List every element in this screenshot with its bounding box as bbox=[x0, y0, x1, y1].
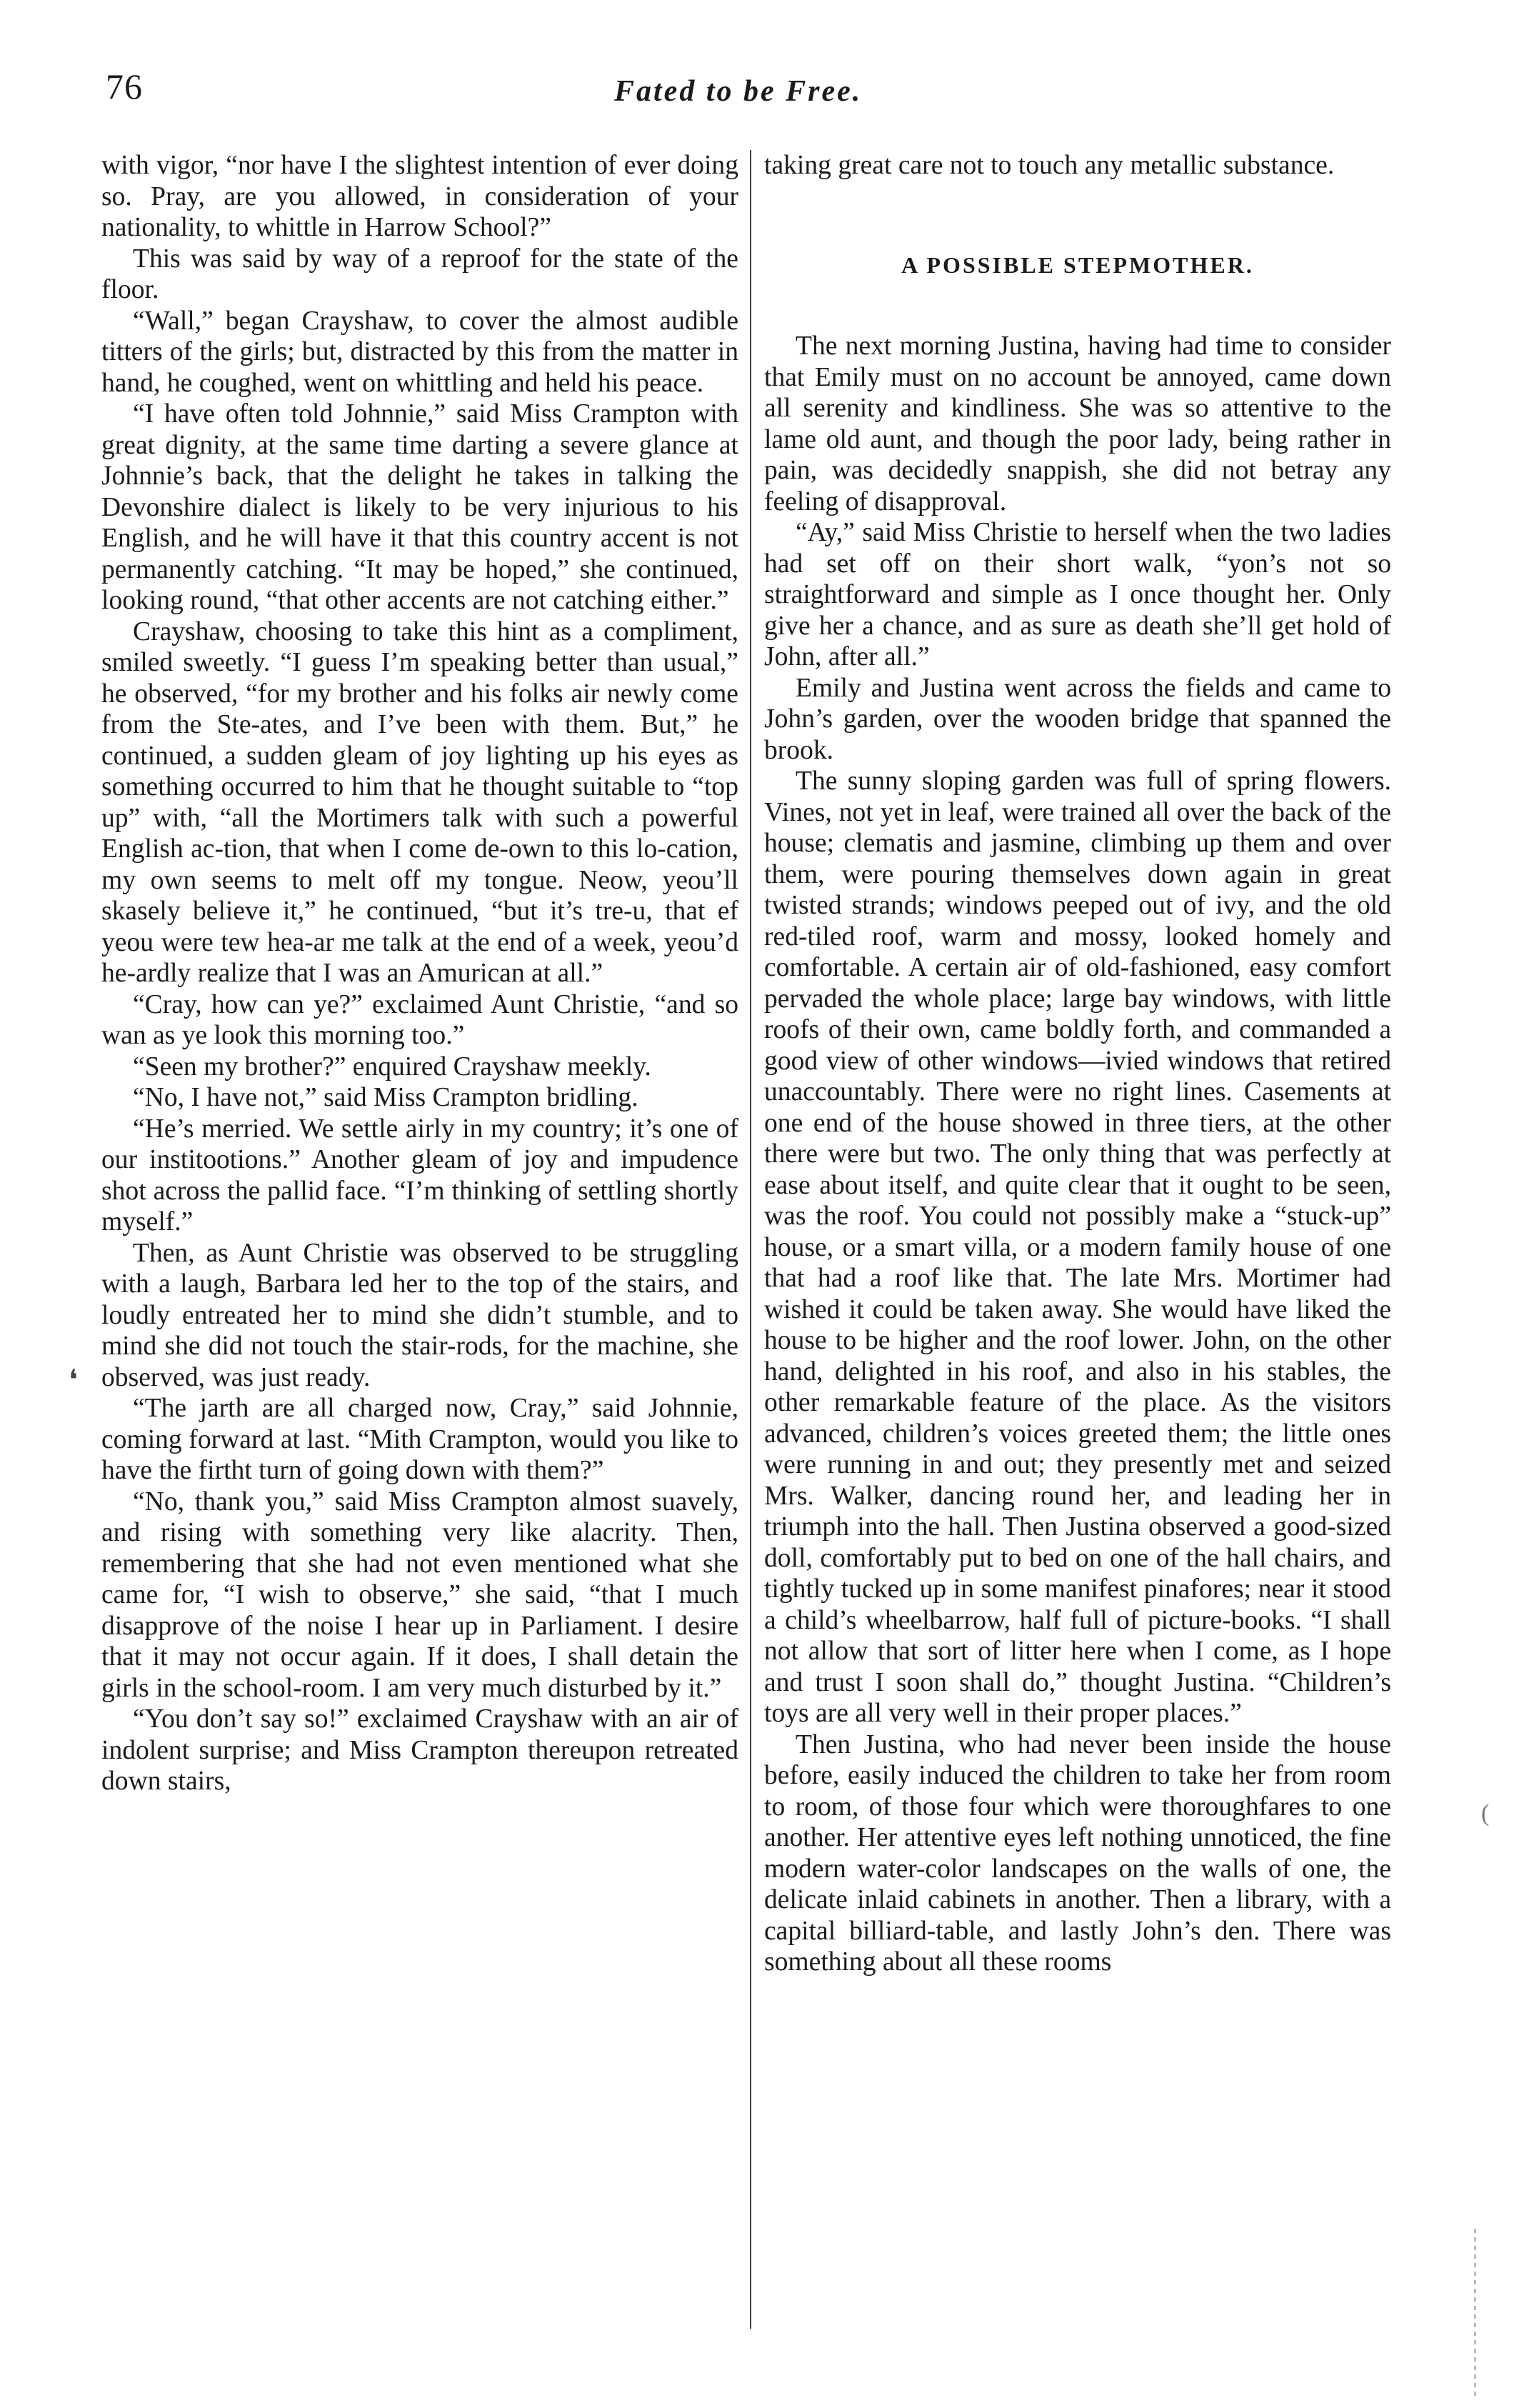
column-divider bbox=[750, 150, 751, 2329]
paragraph: This was said by way of a reproof for the state of the floor. bbox=[101, 244, 738, 304]
scan-edge-artifact bbox=[1474, 2229, 1476, 2400]
page-number: 76 bbox=[106, 66, 143, 106]
paragraph: “Wall,” began Crayshaw, to cover the almost audible titters of the girls; but, distracted by this from the matter in hand, he coughed, went on whittling and held his peace. bbox=[101, 306, 738, 398]
paragraph: “You don’t say so!” exclaimed Crayshaw with an air of indolent surprise; and Miss Crampton thereupon retreated down stairs, bbox=[101, 1704, 738, 1796]
running-head bbox=[0, 0, 1524, 143]
paragraph: “The jarth are all charged now, Cray,” said Johnnie, coming forward at last. “Mith Crampton, would you like to have the firtht turn of going down with them?” bbox=[101, 1394, 738, 1485]
paragraph: “I have often told Johnnie,” said Miss Crampton with great dignity, at the same time darting a severe glance at Johnnie’s back, that the delight he takes in talking the Devonshire dialect is likely to be very injurious to his English, and he will have it that this country accent is not permanently catching. “It may be hoped,” she continued, looking round, “that other accents are not catching either.” bbox=[101, 399, 738, 615]
paragraph: “Cray, how can ye?” exclaimed Aunt Christie, “and so wan as ye look this morning too.” bbox=[101, 989, 738, 1050]
margin-mark-left: ❛ bbox=[69, 1364, 78, 1396]
paragraph: Crayshaw, choosing to take this hint as a compliment, smiled sweetly. “I guess I’m speaking better than usual,” he observed, “for my brother and his folks air newly come from the Ste-ates, and I’ve been with them. But,” he continued, a sudden gleam of joy lighting up his eyes as something occurred to him that he thought suitable to “top up” with, “all the Mortimers talk with such a powerful English ac-tion, that when I come de-own to this lo-cation, my own seems to melt off my tongue. Neow, yeou’ll skasely believe it,” he continued, “but it’s tre-u, that ef yeou were tew hea-ar me talk at the end of a week, yeou’d he-ardly realize that I was an Amurican at all.” bbox=[101, 616, 738, 988]
section-heading: A POSSIBLE STEPMOTHER. bbox=[901, 251, 1254, 278]
continued-paragraph: taking great care not to touch any metallic substance. bbox=[764, 151, 1335, 180]
paragraph: with vigor, “nor have I the slightest intention of ever doing so. Pray, are you allowed, in consideration of your nationality, to whittle in Harrow School?” bbox=[101, 151, 738, 242]
paragraph: “He’s merried. We settle airly in my country; it’s one of our institootions.” Another gleam of joy and impudence shot across the pallid face. “I’m thinking of settling shortly myself.” bbox=[101, 1114, 738, 1237]
paragraph: Emily and Justina went across the fields and came to John’s garden, over the wooden bridge that spanned the brook. bbox=[764, 673, 1391, 765]
paragraph: Then, as Aunt Christie was observed to be struggling with a laugh, Barbara led her to the top of the stairs, and loudly entreated her to mind she didn’t stumble, and to mind she did not touch the stair-rods, for the machine, she observed, was just ready. bbox=[101, 1238, 738, 1392]
paragraph: “Ay,” said Miss Christie to herself when the two ladies had set off on their short walk, “yon’s not so straightforward and simple as I once thought her. Only give her a chance, and as sure as death she’ll get hold of John, after all.” bbox=[764, 518, 1391, 671]
paragraph: The sunny sloping garden was full of spring flowers. Vines, not yet in leaf, were trained all over the back of the house; clematis and jasmine, climbing up them and over them, were pouring themselves down again in great twisted strands; windows peeped out of ivy, and the old red-tiled roof, warm and mossy, looked homely and comfortable. A certain air of old-fashioned, easy comfort pervaded the whole place; large bay windows, with little roofs of their own, came boldly forth, and commanded a good view of other windows—ivied windows that retired unaccountably. There were no right lines. Casements at one end of the house showed in three tiers, at the other there were but two. The only thing that was perfectly at ease about itself, and quite clear that it ought to be seen, was the roof. You could not possibly make a “stuck-up” house, or a smart villa, or a modern family house of one that had a roof like that. The late Mrs. Mortimer had wished it could be taken away. She would have liked the house to be higher and the roof lower. John, on the other hand, delighted in his roof, and also in his stables, the other remarkable feature of the place. As the visitors advanced, children’s voices greeted them; the little ones were running in and out; they presently met and seized Mrs. Walker, dancing round her, and leading her in triumph into the hall. Then Justina observed a good-sized doll, comfortably put to bed on one of the hall chairs, and tightly tucked up in some manifest pinafores; near it stood a child’s wheelbarrow, half full of picture-books. “I shall not allow that sort of litter here when I come, as I hope and trust I soon shall do,” thought Justina. “Children’s toys are all very well in their proper places.” bbox=[764, 766, 1391, 1728]
left-column bbox=[101, 150, 738, 1797]
paragraph: The next morning Justina, having had time to consider that Emily must on no account be annoyed, came down all serenity and kindliness. She was so attentive to the lame old aunt, and though the poor lady, being rather in pain, was decidedly snappish, she did not betray any feeling of disapproval. bbox=[764, 331, 1391, 516]
margin-mark-right: ( bbox=[1481, 1800, 1490, 1827]
paragraph: “Seen my brother?” enquired Crayshaw meekly. bbox=[133, 1051, 651, 1081]
right-column bbox=[764, 150, 1391, 1978]
running-title: Fated to be Free. bbox=[614, 75, 863, 108]
paragraph: Then Justina, who had never been inside the house before, easily induced the children to take her from room to room, of those four which were thoroughfares to one another. Her attentive eyes left nothing unnoticed, the fine modern water-color landscapes on the walls of one, the delicate inlaid cabinets in another. Then a library, with a capital billiard-table, and lastly John’s den. There was something about all these rooms bbox=[764, 1729, 1391, 1977]
paragraph: “No, thank you,” said Miss Crampton almost suavely, and rising with something very like alacrity. Then, remembering that she had not even mentioned what she came for, “I wish to observe,” she said, “that I much disapprove of the noise I hear up in Parliament. I desire that it may not occur again. If it does, I shall detain the girls in the school-room. I am very much disturbed by it.” bbox=[101, 1487, 738, 1703]
paragraph: “No, I have not,” said Miss Crampton bridling. bbox=[133, 1083, 638, 1112]
